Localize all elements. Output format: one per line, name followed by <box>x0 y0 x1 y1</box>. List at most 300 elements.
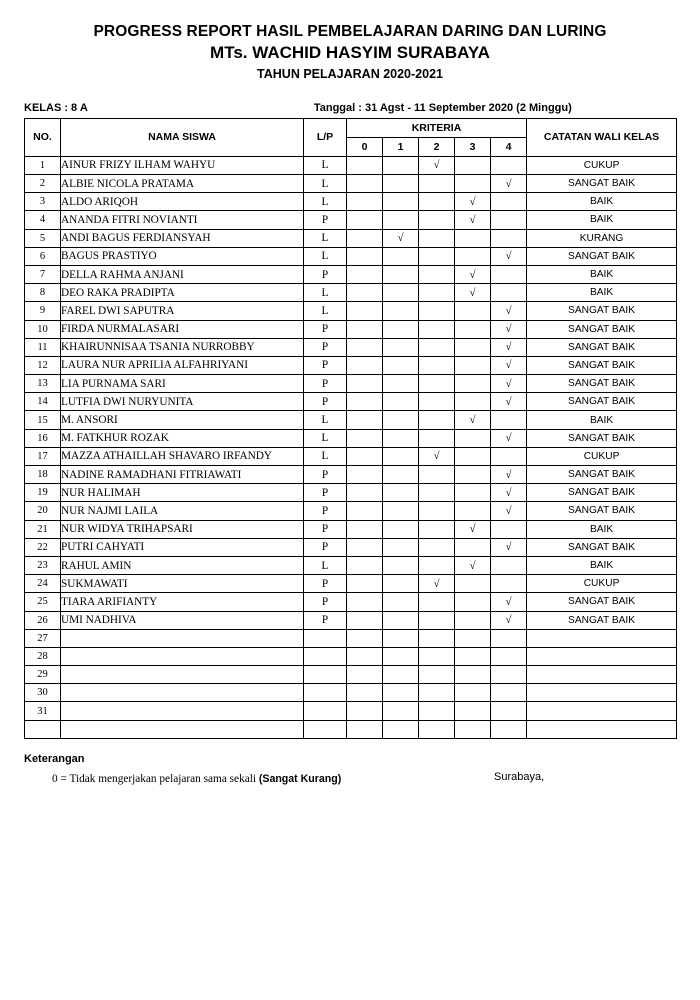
student-name: FIRDA NURMALASARI <box>61 320 304 338</box>
criteria-cell-0 <box>347 520 383 538</box>
homeroom-note: BAIK <box>527 193 677 211</box>
student-name: TIARA ARIFIANTY <box>61 593 304 611</box>
header-no: NO. <box>25 118 61 156</box>
row-number: 28 <box>25 647 61 665</box>
student-gender: P <box>304 520 347 538</box>
student-gender <box>304 720 347 738</box>
criteria-cell-3 <box>455 429 491 447</box>
report-title-line3: TAHUN PELAJARAN 2020-2021 <box>257 67 443 82</box>
header-k0: 0 <box>347 137 383 156</box>
criteria-cell-4 <box>491 575 527 593</box>
homeroom-note: BAIK <box>527 520 677 538</box>
criteria-cell-0 <box>347 611 383 629</box>
criteria-cell-2 <box>419 502 455 520</box>
criteria-cell-1 <box>383 702 419 720</box>
criteria-cell-0 <box>347 356 383 374</box>
row-number: 31 <box>25 702 61 720</box>
legend-0-bold: (Sangat Kurang) <box>258 772 342 785</box>
criteria-cell-1 <box>383 247 419 265</box>
row-number: 21 <box>25 520 61 538</box>
student-name: FAREL DWI SAPUTRA <box>61 302 304 320</box>
criteria-cell-3 <box>455 229 491 247</box>
report-title-line1: PROGRESS REPORT HASIL PEMBELAJARAN DARING DAN LURING <box>93 23 607 40</box>
homeroom-note: BAIK <box>527 284 677 302</box>
table-row <box>25 611 677 629</box>
row-number: 12 <box>25 356 61 374</box>
keterangan-title: Keterangan <box>24 752 85 765</box>
student-name: AINUR FRIZY ILHAM WAHYU <box>61 156 304 174</box>
criteria-cell-2 <box>419 338 455 356</box>
criteria-cell-4: √ <box>491 484 527 502</box>
criteria-cell-4 <box>491 211 527 229</box>
header-name: NAMA SISWA <box>61 118 304 156</box>
criteria-cell-2 <box>419 429 455 447</box>
student-name: KHAIRUNNISAA TSANIA NURROBBY <box>61 338 304 356</box>
student-name: MAZZA ATHAILLAH SHAVARO IRFANDY <box>61 447 304 465</box>
table-row <box>25 338 677 356</box>
criteria-cell-1 <box>383 720 419 738</box>
criteria-cell-2 <box>419 211 455 229</box>
student-gender <box>304 684 347 702</box>
criteria-cell-4: √ <box>491 593 527 611</box>
row-number: 8 <box>25 284 61 302</box>
student-name: LUTFIA DWI NURYUNITA <box>61 393 304 411</box>
criteria-cell-0 <box>347 265 383 283</box>
student-gender: L <box>304 193 347 211</box>
student-name: LIA PURNAMA SARI <box>61 375 304 393</box>
header-note: CATATAN WALI KELAS <box>527 118 677 156</box>
header-kriteria: KRITERIA <box>347 118 527 137</box>
student-gender: P <box>304 502 347 520</box>
criteria-cell-0 <box>347 375 383 393</box>
table-row <box>25 320 677 338</box>
criteria-cell-0 <box>347 211 383 229</box>
student-name: ALDO ARIQOH <box>61 193 304 211</box>
student-gender: P <box>304 575 347 593</box>
criteria-cell-2 <box>419 611 455 629</box>
criteria-cell-2 <box>419 647 455 665</box>
student-gender: P <box>304 375 347 393</box>
student-gender: L <box>304 247 347 265</box>
homeroom-note: SANGAT BAIK <box>527 502 677 520</box>
criteria-cell-0 <box>347 284 383 302</box>
table-row <box>25 265 677 283</box>
homeroom-note: SANGAT BAIK <box>527 247 677 265</box>
criteria-cell-2 <box>419 356 455 374</box>
criteria-cell-0 <box>347 466 383 484</box>
date-range-label: Tanggal : 31 Agst - 11 September 2020 (2 Minggu) <box>313 101 572 114</box>
criteria-cell-0 <box>347 702 383 720</box>
criteria-cell-1 <box>383 411 419 429</box>
criteria-cell-4: √ <box>491 502 527 520</box>
criteria-cell-1 <box>383 175 419 193</box>
criteria-cell-3 <box>455 175 491 193</box>
criteria-cell-1 <box>383 520 419 538</box>
criteria-cell-1 <box>383 320 419 338</box>
criteria-cell-2 <box>419 193 455 211</box>
criteria-cell-1 <box>383 629 419 647</box>
criteria-cell-1 <box>383 611 419 629</box>
criteria-cell-3 <box>455 684 491 702</box>
homeroom-note: SANGAT BAIK <box>527 429 677 447</box>
legend-item-0 <box>52 771 676 788</box>
row-number: 4 <box>25 211 61 229</box>
criteria-cell-0 <box>347 647 383 665</box>
student-gender <box>304 647 347 665</box>
criteria-cell-1 <box>383 466 419 484</box>
student-gender: P <box>304 320 347 338</box>
homeroom-note: CUKUP <box>527 156 677 174</box>
criteria-cell-1 <box>383 502 419 520</box>
student-name: NADINE RAMADHANI FITRIAWATI <box>61 466 304 484</box>
criteria-cell-3 <box>455 629 491 647</box>
criteria-cell-1 <box>383 375 419 393</box>
criteria-cell-0 <box>347 411 383 429</box>
criteria-cell-0 <box>347 320 383 338</box>
criteria-cell-3 <box>455 393 491 411</box>
criteria-cell-4: √ <box>491 320 527 338</box>
student-gender: L <box>304 175 347 193</box>
criteria-cell-2 <box>419 666 455 684</box>
criteria-cell-4: √ <box>491 338 527 356</box>
student-gender: P <box>304 393 347 411</box>
table-row <box>25 647 677 665</box>
table-row <box>25 538 677 556</box>
student-gender: P <box>304 611 347 629</box>
row-number: 22 <box>25 538 61 556</box>
criteria-cell-2 <box>419 247 455 265</box>
criteria-cell-2 <box>419 629 455 647</box>
criteria-cell-3 <box>455 720 491 738</box>
criteria-cell-2 <box>419 520 455 538</box>
table-row <box>25 702 677 720</box>
class-label: KELAS : 8 A <box>24 101 88 114</box>
criteria-cell-2: √ <box>419 447 455 465</box>
criteria-cell-0 <box>347 720 383 738</box>
homeroom-note: SANGAT BAIK <box>527 538 677 556</box>
criteria-cell-2 <box>419 393 455 411</box>
criteria-cell-2 <box>419 265 455 283</box>
student-gender: L <box>304 229 347 247</box>
student-gender <box>304 629 347 647</box>
criteria-cell-1 <box>383 429 419 447</box>
criteria-cell-2 <box>419 466 455 484</box>
homeroom-note: SANGAT BAIK <box>527 593 677 611</box>
table-row <box>25 520 677 538</box>
homeroom-note: SANGAT BAIK <box>527 484 677 502</box>
criteria-cell-1 <box>383 666 419 684</box>
row-number: 6 <box>25 247 61 265</box>
criteria-cell-3 <box>455 302 491 320</box>
student-name: PUTRI CAHYATI <box>61 538 304 556</box>
criteria-cell-4: √ <box>491 611 527 629</box>
student-name: UMI NADHIVA <box>61 611 304 629</box>
criteria-cell-1 <box>383 684 419 702</box>
student-name <box>61 684 304 702</box>
criteria-cell-1 <box>383 575 419 593</box>
row-number: 15 <box>25 411 61 429</box>
criteria-cell-4 <box>491 193 527 211</box>
student-name: RAHUL AMIN <box>61 556 304 574</box>
row-number: 11 <box>25 338 61 356</box>
student-name: NUR HALIMAH <box>61 484 304 502</box>
criteria-cell-4 <box>491 411 527 429</box>
row-number: 14 <box>25 393 61 411</box>
criteria-cell-2: √ <box>419 156 455 174</box>
criteria-cell-2 <box>419 702 455 720</box>
criteria-cell-4 <box>491 720 527 738</box>
criteria-cell-1 <box>383 211 419 229</box>
student-gender <box>304 702 347 720</box>
criteria-cell-1 <box>383 193 419 211</box>
criteria-cell-2 <box>419 593 455 611</box>
criteria-cell-3: √ <box>455 193 491 211</box>
homeroom-note <box>527 629 677 647</box>
criteria-cell-1 <box>383 647 419 665</box>
student-gender: L <box>304 556 347 574</box>
criteria-cell-4: √ <box>491 175 527 193</box>
row-number: 10 <box>25 320 61 338</box>
criteria-cell-4: √ <box>491 466 527 484</box>
student-name: NUR WIDYA TRIHAPSARI <box>61 520 304 538</box>
homeroom-note: CUKUP <box>527 575 677 593</box>
criteria-cell-2 <box>419 538 455 556</box>
criteria-cell-3 <box>455 666 491 684</box>
student-gender: L <box>304 302 347 320</box>
criteria-cell-0 <box>347 247 383 265</box>
criteria-cell-4: √ <box>491 429 527 447</box>
criteria-cell-4 <box>491 447 527 465</box>
legend-0-text: 0 = Tidak mengerjakan pelajaran sama sekali <box>52 772 259 785</box>
table-row <box>25 211 677 229</box>
criteria-cell-4 <box>491 629 527 647</box>
student-name: M. FATKHUR ROZAK <box>61 429 304 447</box>
document-header <box>24 22 676 84</box>
criteria-cell-0 <box>347 556 383 574</box>
student-gender: L <box>304 156 347 174</box>
criteria-cell-2 <box>419 411 455 429</box>
table-row <box>25 375 677 393</box>
row-number: 25 <box>25 593 61 611</box>
criteria-cell-3: √ <box>455 411 491 429</box>
student-name: ANANDA FITRI NOVIANTI <box>61 211 304 229</box>
criteria-cell-3: √ <box>455 211 491 229</box>
signature-city: Surabaya, <box>494 770 545 783</box>
criteria-cell-4: √ <box>491 356 527 374</box>
student-name <box>61 666 304 684</box>
table-row <box>25 447 677 465</box>
criteria-cell-4 <box>491 229 527 247</box>
criteria-cell-4 <box>491 520 527 538</box>
table-row <box>25 684 677 702</box>
student-name: ALBIE NICOLA PRATAMA <box>61 175 304 193</box>
homeroom-note <box>527 666 677 684</box>
criteria-cell-0 <box>347 484 383 502</box>
student-gender: L <box>304 284 347 302</box>
criteria-cell-0 <box>347 502 383 520</box>
header-k4: 4 <box>491 137 527 156</box>
criteria-cell-4 <box>491 684 527 702</box>
table-row <box>25 575 677 593</box>
homeroom-note <box>527 720 677 738</box>
student-name: ANDI BAGUS FERDIANSYAH <box>61 229 304 247</box>
student-gender: P <box>304 484 347 502</box>
criteria-cell-3: √ <box>455 284 491 302</box>
homeroom-note: BAIK <box>527 265 677 283</box>
row-number: 9 <box>25 302 61 320</box>
criteria-cell-0 <box>347 538 383 556</box>
student-gender: P <box>304 356 347 374</box>
table-row <box>25 229 677 247</box>
table-row <box>25 156 677 174</box>
criteria-cell-0 <box>347 302 383 320</box>
report-title-line2: MTs. WACHID HASYIM SURABAYA <box>210 43 490 63</box>
criteria-cell-0 <box>347 629 383 647</box>
criteria-cell-1 <box>383 284 419 302</box>
row-number: 26 <box>25 611 61 629</box>
criteria-cell-2 <box>419 175 455 193</box>
criteria-cell-4 <box>491 556 527 574</box>
criteria-cell-2 <box>419 320 455 338</box>
row-number: 24 <box>25 575 61 593</box>
criteria-cell-4: √ <box>491 375 527 393</box>
student-name <box>61 647 304 665</box>
homeroom-note: SANGAT BAIK <box>527 375 677 393</box>
homeroom-note: SANGAT BAIK <box>527 356 677 374</box>
criteria-cell-0 <box>347 429 383 447</box>
criteria-cell-0 <box>347 229 383 247</box>
report-meta <box>24 102 676 114</box>
student-gender: P <box>304 593 347 611</box>
table-row <box>25 502 677 520</box>
criteria-cell-0 <box>347 193 383 211</box>
homeroom-note: SANGAT BAIK <box>527 393 677 411</box>
row-number: 13 <box>25 375 61 393</box>
criteria-cell-4 <box>491 666 527 684</box>
criteria-cell-1 <box>383 338 419 356</box>
student-name: SUKMAWATI <box>61 575 304 593</box>
progress-table <box>24 118 677 739</box>
criteria-cell-3 <box>455 447 491 465</box>
homeroom-note: BAIK <box>527 556 677 574</box>
table-row <box>25 247 677 265</box>
criteria-cell-3 <box>455 647 491 665</box>
row-number: 7 <box>25 265 61 283</box>
row-number: 23 <box>25 556 61 574</box>
homeroom-note: SANGAT BAIK <box>527 466 677 484</box>
homeroom-note: SANGAT BAIK <box>527 320 677 338</box>
criteria-cell-2 <box>419 556 455 574</box>
criteria-cell-3 <box>455 320 491 338</box>
criteria-cell-3 <box>455 502 491 520</box>
student-gender: P <box>304 265 347 283</box>
header-lp: L/P <box>304 118 347 156</box>
criteria-cell-2 <box>419 302 455 320</box>
student-name <box>61 629 304 647</box>
criteria-cell-3 <box>455 375 491 393</box>
row-number: 29 <box>25 666 61 684</box>
student-gender: P <box>304 211 347 229</box>
criteria-cell-1 <box>383 447 419 465</box>
row-number: 17 <box>25 447 61 465</box>
criteria-cell-2: √ <box>419 575 455 593</box>
table-row <box>25 393 677 411</box>
row-number: 3 <box>25 193 61 211</box>
table-row <box>25 629 677 647</box>
table-row <box>25 666 677 684</box>
criteria-cell-0 <box>347 447 383 465</box>
student-gender: P <box>304 466 347 484</box>
homeroom-note: SANGAT BAIK <box>527 338 677 356</box>
criteria-cell-2 <box>419 684 455 702</box>
criteria-cell-4 <box>491 156 527 174</box>
criteria-cell-3: √ <box>455 556 491 574</box>
criteria-cell-2 <box>419 720 455 738</box>
homeroom-note: CUKUP <box>527 447 677 465</box>
criteria-cell-2 <box>419 229 455 247</box>
homeroom-note: BAIK <box>527 211 677 229</box>
criteria-cell-4 <box>491 284 527 302</box>
table-row <box>25 302 677 320</box>
row-number <box>25 720 61 738</box>
criteria-cell-3 <box>455 466 491 484</box>
row-number: 18 <box>25 466 61 484</box>
criteria-cell-3 <box>455 247 491 265</box>
criteria-cell-3 <box>455 156 491 174</box>
student-name: BAGUS PRASTIYO <box>61 247 304 265</box>
criteria-cell-4 <box>491 702 527 720</box>
homeroom-note <box>527 684 677 702</box>
homeroom-note <box>527 702 677 720</box>
table-row <box>25 193 677 211</box>
student-gender: L <box>304 429 347 447</box>
criteria-cell-0 <box>347 338 383 356</box>
row-number: 20 <box>25 502 61 520</box>
table-head <box>25 118 677 156</box>
criteria-cell-0 <box>347 593 383 611</box>
row-number: 1 <box>25 156 61 174</box>
student-name: M. ANSORI <box>61 411 304 429</box>
criteria-cell-0 <box>347 575 383 593</box>
criteria-cell-3 <box>455 575 491 593</box>
criteria-cell-3: √ <box>455 265 491 283</box>
student-gender: P <box>304 538 347 556</box>
criteria-cell-3 <box>455 484 491 502</box>
row-number: 19 <box>25 484 61 502</box>
criteria-cell-0 <box>347 175 383 193</box>
student-name: DEO RAKA PRADIPTA <box>61 284 304 302</box>
table-row <box>25 356 677 374</box>
criteria-cell-2 <box>419 284 455 302</box>
homeroom-note: KURANG <box>527 229 677 247</box>
student-gender: L <box>304 447 347 465</box>
table-row <box>25 593 677 611</box>
criteria-cell-0 <box>347 666 383 684</box>
student-gender: P <box>304 338 347 356</box>
criteria-cell-3 <box>455 702 491 720</box>
legend-block <box>24 771 676 788</box>
criteria-cell-4: √ <box>491 247 527 265</box>
homeroom-note: BAIK <box>527 411 677 429</box>
criteria-cell-2 <box>419 375 455 393</box>
criteria-cell-3: √ <box>455 520 491 538</box>
row-number: 30 <box>25 684 61 702</box>
student-gender: L <box>304 411 347 429</box>
table-row <box>25 175 677 193</box>
criteria-cell-1 <box>383 556 419 574</box>
criteria-cell-1 <box>383 302 419 320</box>
header-k2: 2 <box>419 137 455 156</box>
